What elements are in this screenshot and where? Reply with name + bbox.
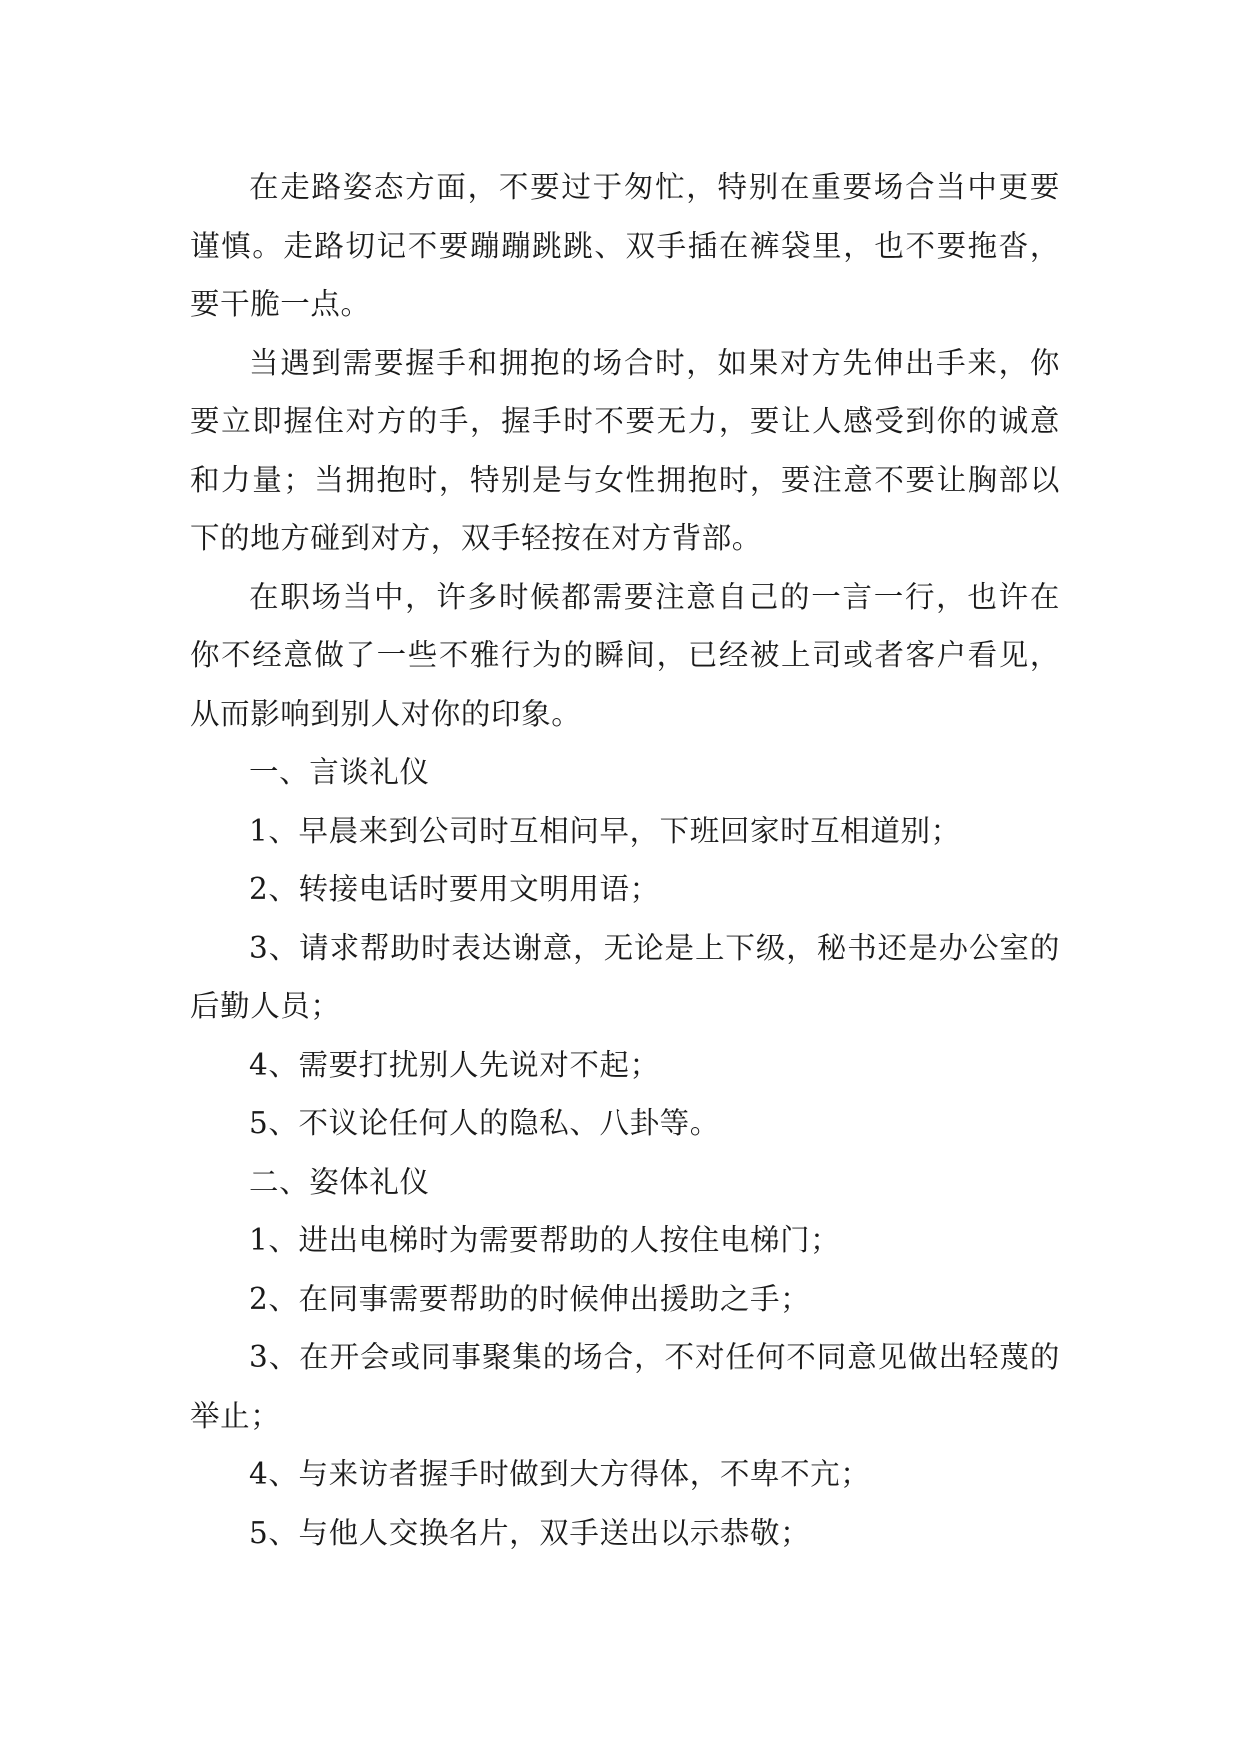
document-body [190, 158, 1060, 1562]
list-item-speech-3: 3、请求帮助时表达谢意，无论是上下级，秘书还是办公室的后勤人员； [190, 930, 1060, 1023]
list-item-speech-5: 5、不议论任何人的隐私、八卦等。 [249, 1106, 720, 1140]
paragraph-workplace-conduct: 在职场当中，许多时候都需要注意自己的一言一行，也许在你不经意做了一些不雅行为的瞬间，已经被上司或者客户看见，从而影响到别人对你的印象。 [190, 579, 1060, 731]
list-item-posture-2: 2、在同事需要帮助的时候伸出援助之手； [249, 1281, 811, 1316]
list-item-posture-3: 3、在开会或同事聚集的场合，不对任何不同意见做出轻蔑的举止； [190, 1340, 1060, 1433]
list-item-posture-4: 4、与来访者握手时做到大方得体，不卑不亢； [249, 1457, 871, 1491]
list-item-posture-5: 5、与他人交换名片，双手送出以示恭敬； [249, 1515, 811, 1550]
list-item-posture-1: 1、进出电梯时为需要帮助的人按住电梯门； [249, 1223, 841, 1257]
paragraph-walking-posture: 在走路姿态方面，不要过于匆忙，特别在重要场合当中更要谨慎。走路切记不要蹦蹦跳跳、双手插在裤袋里，也不要拖沓，要干脆一点。 [190, 170, 1060, 321]
paragraph-handshake-hug: 当遇到需要握手和拥抱的场合时，如果对方先伸出手来，你要立即握住对方的手，握手时不要无力，要让人感受到你的诚意和力量；当拥抱时，特别是与女性拥抱时，要注意不要让胸部以下的地方碰到对方，双手轻按在对方背部。 [190, 345, 1060, 555]
list-item-speech-4: 4、需要打扰别人先说对不起； [249, 1047, 660, 1082]
section-heading-posture-etiquette: 二、姿体礼仪 [249, 1164, 430, 1199]
list-item-speech-2: 2、转接电话时要用文明用语； [249, 872, 660, 906]
list-item-speech-1: 1、早晨来到公司时互相问早，下班回家时互相道别； [249, 813, 961, 848]
section-heading-speech-etiquette: 一、言谈礼仪 [249, 755, 430, 789]
